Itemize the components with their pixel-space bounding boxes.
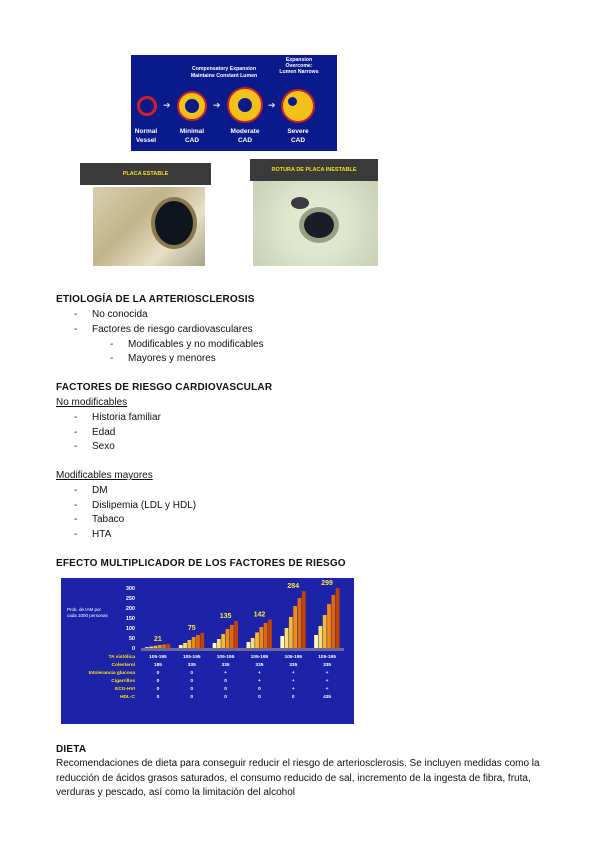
y-tick-label: 300 [125, 586, 135, 592]
table-cell: 335 [323, 663, 332, 668]
list-item: - Edad [74, 427, 116, 438]
cad-progression-diagram [131, 55, 337, 151]
bar [293, 606, 297, 648]
stage-minimal-line1: Minimal [179, 128, 205, 135]
table-cell: 0 [258, 695, 261, 700]
table-row-label: Colesterol [111, 663, 135, 668]
table-cell: 0 [156, 687, 160, 692]
table-cell: + [325, 671, 329, 676]
table-cell: + [258, 671, 261, 676]
table-cell: 0 [291, 695, 295, 700]
stage-minimal-line2: CAD [184, 137, 200, 144]
list-item: - Mayores y menores [110, 353, 216, 364]
bar [318, 626, 322, 648]
dieta-paragraph: Recomendaciones de dieta para conseguir reducir el riesgo de arteriosclerosis. Se incluyen medidas como la reducción de ácidos grasos saturados, el consumo reducido de sal, incremento de la ingesta de fibra, fruta, verduras y pescado, así como la limitación del alcohol [56, 758, 540, 798]
data-label: 299 [321, 580, 333, 588]
minimal-cad-ring [179, 93, 205, 119]
table-cell: 0 [258, 687, 261, 692]
bar [314, 635, 318, 648]
table-cell: 0 [190, 687, 194, 692]
bar [327, 604, 331, 648]
table-cell: + [291, 687, 295, 692]
stage-severe-line1: Severe [287, 128, 309, 135]
y-tick-label: 0 [131, 646, 135, 652]
y-tick-label: 250 [125, 596, 135, 602]
bar [285, 628, 289, 648]
bar [268, 620, 272, 648]
y-tick-label: 200 [125, 606, 135, 612]
list-item: - DM [74, 485, 108, 496]
table-cell: 105-195 [250, 655, 269, 660]
section-title-efecto: EFECTO MULTIPLICADOR DE LOS FACTORES DE RIESGO [56, 558, 346, 569]
stage-severe-line2: CAD [290, 137, 306, 144]
bar [213, 643, 217, 648]
table-cell: + [224, 671, 227, 676]
data-label: 142 [253, 611, 266, 619]
y-tick-label: 100 [125, 626, 135, 632]
list-item: - Sexo [74, 441, 115, 452]
bar [289, 617, 293, 648]
table-cell: 105-195 [318, 655, 336, 660]
bar [255, 632, 259, 648]
modificables-label: Modificables mayores [56, 470, 153, 481]
bar [183, 643, 187, 648]
bar [230, 625, 234, 648]
bar [336, 588, 340, 648]
data-label: 75 [187, 625, 196, 632]
table-row-label: Intolerancia glucosa [88, 671, 135, 676]
bar [323, 615, 327, 648]
chart-floor [141, 648, 344, 651]
list-item: - No conocida [74, 309, 148, 320]
table-cell: 105-195 [284, 655, 303, 660]
stage-normal-line1: Normal [134, 128, 158, 135]
bar [217, 639, 221, 648]
table-cell: 0 [156, 695, 160, 700]
table-cell: 0 [190, 671, 194, 676]
y-axis-label: cada 1000 personas [67, 613, 108, 618]
risk-multiplier-chart [61, 578, 354, 724]
bar [145, 647, 149, 648]
bar [179, 645, 183, 648]
table-row-label: HDL-C [120, 695, 135, 700]
bar [158, 645, 162, 648]
section-title-dieta: DIETA [56, 744, 87, 755]
table-cell: 0 [190, 679, 194, 684]
arrow-icon: ➔ [213, 100, 221, 110]
photo-caption: PLACA ESTABLE [80, 163, 211, 185]
table-cell: 0 [224, 687, 227, 692]
bar [149, 647, 153, 648]
bar [196, 635, 200, 648]
moderate-cad-ring [229, 89, 261, 121]
bar [259, 627, 263, 648]
bar [162, 644, 166, 648]
stage-moderate-line1: Moderate [230, 128, 260, 135]
data-label: 135 [219, 613, 232, 620]
table-cell: 335 [221, 663, 230, 668]
data-label: 284 [287, 583, 300, 591]
bar [221, 634, 225, 648]
data-label: 21 [154, 635, 162, 643]
y-tick-label: 150 [125, 616, 135, 622]
bar [264, 623, 268, 648]
table-row-label: TA sistólica [108, 655, 135, 660]
table-cell: 185 [153, 663, 162, 668]
list-item: - Tabaco [74, 514, 125, 525]
bar [187, 640, 191, 648]
arrow-icon: ➔ [163, 100, 171, 110]
artery-image [253, 181, 378, 266]
table-cell: 435 [323, 695, 332, 700]
list-item: - Factores de riesgo cardiovasculares [74, 324, 253, 335]
table-cell: 105-195 [182, 655, 201, 660]
table-cell: 0 [190, 695, 194, 700]
section-title-factores: FACTORES DE RIESGO CARDIOVASCULAR [56, 382, 273, 393]
bar [200, 633, 204, 648]
artery-image [93, 187, 205, 266]
y-tick-label: 50 [128, 636, 135, 642]
table-cell: 335 [187, 663, 196, 668]
bar [298, 598, 302, 648]
arrow-icon: ➔ [268, 100, 276, 110]
stage-moderate-line2: CAD [237, 137, 253, 144]
table-cell: 0 [156, 671, 160, 676]
list-item: - Dislipemia (LDL y HDL) [74, 500, 197, 511]
table-cell: + [325, 687, 329, 692]
bar [251, 638, 255, 648]
table-cell: 335 [289, 663, 298, 668]
bar [247, 642, 251, 648]
table-row-label: Cigarrillos [111, 679, 135, 684]
table-cell: + [325, 679, 329, 684]
table-cell: 0 [156, 679, 160, 684]
table-cell: 105-195 [216, 655, 235, 660]
no-modificables-label: No modificables [56, 397, 128, 408]
photo-placa-estable [80, 163, 211, 266]
list-item: - Historia familiar [74, 412, 161, 423]
table-cell: + [291, 679, 295, 684]
y-axis-label: Prob. de IAM por [67, 607, 102, 612]
photo-caption: ROTURA DE PLACA INESTABLE [250, 159, 378, 181]
bar [226, 629, 230, 648]
table-cell: 335 [255, 663, 264, 668]
list-item: - Modificables y no modificables [110, 339, 264, 350]
table-cell: + [258, 679, 261, 684]
table-cell: 105-195 [149, 655, 167, 660]
bar [331, 595, 335, 648]
compensatory-label: Compensatory Expansion [192, 66, 256, 72]
severe-cad-ring [281, 89, 315, 123]
bar [167, 644, 171, 648]
table-row-label: ECG-HVI [115, 687, 135, 692]
chart-svg [61, 578, 354, 724]
table-cell: + [291, 671, 295, 676]
expansion-overcome-label: Expansion Overcome: Lumen Narrows [279, 57, 319, 75]
bar [234, 621, 238, 648]
bar [192, 637, 196, 648]
photo-rotura-placa [250, 159, 378, 266]
stage-normal-line2: Vessel [135, 137, 157, 144]
bar [280, 636, 284, 648]
bar [302, 591, 306, 648]
section-title-etiologia: ETIOLOGÍA DE LA ARTERIOSCLEROSIS [56, 294, 255, 305]
maintains-label: Maintains Constant Lumen [190, 73, 258, 79]
list-item: - HTA [74, 529, 112, 540]
table-cell: 0 [224, 695, 227, 700]
bar [154, 646, 158, 648]
normal-vessel-ring [137, 96, 157, 116]
table-cell: 0 [224, 679, 227, 684]
